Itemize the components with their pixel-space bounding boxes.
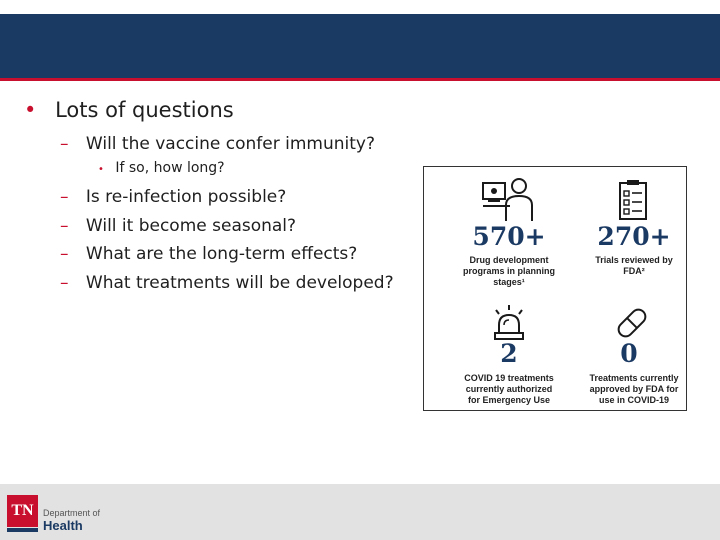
caption-line: COVID 19 treatments: [464, 373, 554, 383]
dash-icon: –: [60, 216, 69, 236]
bullet-q4: [60, 244, 357, 264]
bullet-q1-text: Will the vaccine confer immunity?: [85, 134, 375, 154]
caption-line: Trials reviewed by: [595, 255, 673, 265]
bullet-q5: [60, 273, 394, 293]
caption-line: programs in planning: [462, 266, 555, 276]
bullet-q3: [60, 216, 296, 236]
stat-caption-eua-treatments: [444, 373, 574, 406]
caption-line: approved by FDA for: [589, 384, 679, 394]
bullet-dot-icon: •: [98, 164, 104, 175]
bullet-q1-sub-text: If so, how long?: [115, 160, 225, 176]
stat-value-eua-treatments: 2: [500, 339, 518, 368]
dash-icon: –: [60, 273, 69, 293]
footer-bar: [0, 484, 720, 540]
bullet-q4-text: What are the long-term effects?: [85, 244, 358, 264]
department-label: Department of: [43, 508, 101, 518]
dash-icon: –: [60, 244, 69, 264]
health-label: Health: [43, 518, 83, 533]
siren-alert-icon: [492, 305, 526, 341]
caption-line: FDA²: [623, 266, 645, 276]
bullet-q5-text: What treatments will be developed?: [85, 273, 394, 293]
bullet-q3-text: Will it become seasonal?: [85, 216, 297, 236]
stat-caption-fda-approved: [569, 373, 699, 406]
stat-caption-fda-trials: [569, 255, 699, 277]
dash-icon: –: [60, 134, 69, 154]
researcher-computer-icon: [482, 177, 536, 223]
stat-value-fda-approved: 0: [620, 339, 638, 368]
tn-logo: TN: [7, 495, 38, 527]
stat-caption-drug-programs: [444, 255, 574, 288]
stat-value-drug-programs: 570+: [472, 222, 546, 251]
dash-icon: –: [60, 187, 69, 207]
stat-value-fda-trials: 270+: [597, 222, 671, 251]
caption-line: currently authorized: [465, 384, 553, 394]
caption-line: Treatments currently: [589, 373, 679, 383]
tn-logo-underline: [7, 528, 38, 532]
bullet-q1: [60, 134, 375, 154]
bullet-main-text: Lots of questions: [55, 98, 234, 122]
caption-line: use in COVID-19: [598, 395, 670, 405]
caption-line: stages¹: [493, 277, 525, 287]
bullet-q1-sub: [98, 160, 225, 176]
checklist-clipboard-icon: [618, 179, 648, 221]
bullet-q2: [60, 187, 286, 207]
bullet-q2-text: Is re-infection possible?: [85, 187, 287, 207]
covid-stats-infographic: [423, 166, 687, 411]
bullet-dot-icon: •: [24, 98, 37, 122]
caption-line: for Emergency Use: [467, 395, 551, 405]
bullet-main: [24, 98, 234, 122]
pill-capsule-icon: [612, 303, 652, 343]
caption-line: Drug development: [469, 255, 549, 265]
